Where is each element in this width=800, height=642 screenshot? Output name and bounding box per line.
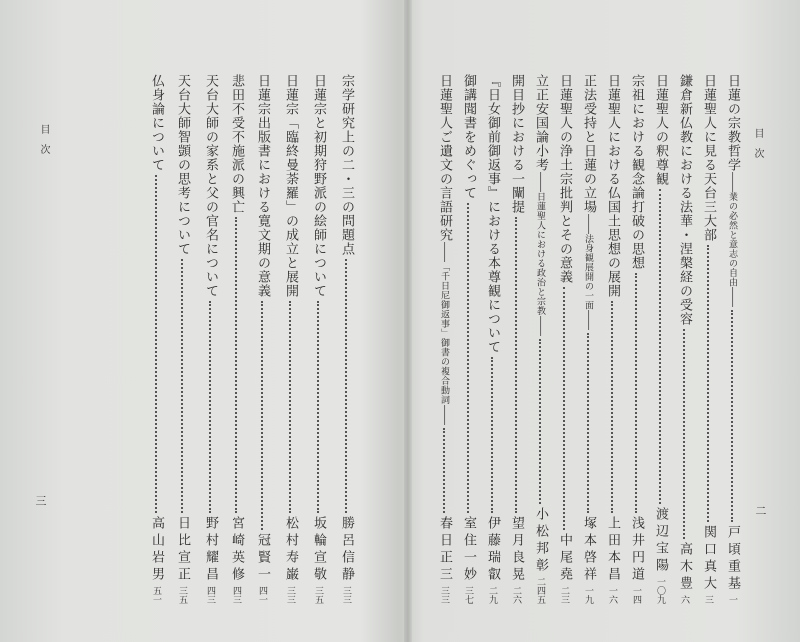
dot-leader	[317, 301, 319, 513]
dot-leader	[467, 203, 469, 513]
entry-author: 春日正三	[437, 516, 452, 584]
entry-title: 立正安国論小考	[533, 74, 548, 172]
entry-page: 三五	[177, 586, 187, 604]
toc-entry	[506, 74, 526, 604]
entry-page: 四一	[257, 586, 267, 604]
toc-entry	[252, 74, 272, 604]
entry-title: 日蓮聖人の浄土宗批判とその意義	[557, 74, 572, 284]
entry-page: 三三	[285, 586, 295, 604]
entry-title: 天台大師の家系と父の官名について	[203, 74, 218, 298]
entry-author: 中尾堯	[557, 533, 572, 584]
right-page	[412, 0, 800, 642]
entry-page: 二九	[487, 586, 497, 604]
toc-entry	[308, 74, 328, 604]
entry-author: 日比宣正	[175, 516, 190, 584]
entry-page: 二三	[559, 586, 569, 604]
entry-author: 野村耀昌	[203, 516, 218, 584]
entry-title: 宗祖における観念論打破の思想	[629, 74, 644, 270]
entry-title: 日蓮聖人の釈尊観	[653, 74, 668, 186]
toc-entry	[200, 74, 220, 604]
entry-author: 高木豊	[677, 542, 692, 593]
entry-title: 御講聞書をめぐって	[461, 74, 476, 200]
subtitle-dash: ――	[535, 172, 546, 192]
toc-entry	[226, 74, 246, 604]
entry-page: 三	[703, 595, 713, 604]
entry-title: 天台大師智顗の思考について	[175, 74, 190, 256]
toc-entry	[434, 74, 454, 604]
entry-page: 六	[679, 595, 689, 604]
entry-title: 仏身論について	[149, 74, 164, 172]
entry-author: 望月良晃	[509, 516, 524, 584]
entry-subtitle: 日蓮聖人における政治と宗教	[535, 192, 545, 316]
entry-subtitle: 法身観展開の一面	[583, 234, 593, 310]
toc-entry	[698, 74, 718, 604]
dot-leader	[443, 428, 445, 514]
entry-title: 正法受持と日蓮の立場	[581, 74, 596, 214]
dot-leader	[611, 301, 613, 513]
subtitle-dash: ――	[727, 172, 738, 192]
toc-entry	[602, 74, 622, 604]
subtitle-dash: ――	[583, 214, 594, 234]
left-running-head: 目次	[38, 124, 49, 164]
entry-page: 四三	[205, 586, 215, 604]
subtitle-dash: ――	[439, 404, 450, 425]
dot-leader	[563, 287, 565, 530]
dot-leader	[635, 273, 637, 513]
entry-author: 渡辺宝陽	[653, 507, 668, 575]
entry-author: 戸頃重基	[725, 525, 740, 593]
subtitle-dash: ――	[583, 310, 594, 330]
toc-entry	[336, 74, 356, 604]
entry-page: 四三	[231, 586, 241, 604]
toc-entry	[482, 74, 502, 604]
dot-leader	[181, 259, 183, 513]
toc-entry	[530, 74, 550, 604]
dot-leader	[209, 301, 211, 513]
entry-page: 一九	[583, 586, 593, 604]
toc-entry	[650, 74, 670, 604]
entry-page: 三三	[439, 586, 449, 604]
entry-author: 小松邦彰	[533, 507, 548, 575]
toc-entry	[554, 74, 574, 604]
dot-leader	[707, 245, 709, 522]
dot-leader	[155, 175, 157, 513]
right-running-head: 目次	[752, 128, 763, 168]
entry-page: 三三	[341, 586, 351, 604]
book-gutter	[404, 0, 412, 642]
entry-title: 日蓮聖人ご遺文の言語研究	[437, 74, 452, 242]
entry-author: 室住一妙	[461, 516, 476, 584]
entry-title: 日蓮宗出版書における寛文期の意義	[255, 74, 270, 298]
entry-page: 三七	[463, 586, 473, 604]
subtitle-dash: ――	[535, 315, 546, 336]
entry-title: 宗学研究上の二・三の問題点	[339, 74, 354, 256]
dot-leader	[491, 357, 493, 513]
entry-title: 日蓮宗「臨終曼荼羅」の成立と展開	[283, 74, 298, 298]
dot-leader	[683, 329, 685, 539]
entry-author: 伊藤瑞叡	[485, 516, 500, 584]
right-page-number: 二	[754, 505, 767, 516]
entry-author: 冠賢一	[255, 533, 270, 584]
toc-entry	[578, 74, 598, 604]
dot-leader	[587, 333, 589, 513]
entry-author: 高山岩男	[149, 516, 164, 584]
toc-entry	[674, 74, 694, 604]
dot-leader	[261, 301, 263, 530]
toc-entry	[722, 74, 742, 604]
entry-page: 一	[727, 595, 737, 604]
dot-leader	[539, 339, 541, 505]
toc-entry	[172, 74, 192, 604]
toc-entry	[146, 74, 166, 604]
entry-page: 五一	[151, 586, 161, 604]
toc-entry	[280, 74, 300, 604]
entry-title: 『日女御前御返事』における本尊観について	[485, 74, 500, 354]
entry-title: 日蓮宗と初期狩野派の絵師について	[311, 74, 326, 298]
dot-leader	[345, 259, 347, 513]
entry-title: 悲田不受不施派の興亡	[229, 74, 244, 214]
dot-leader	[289, 301, 291, 513]
entry-title: 日蓮聖人に見る天台三大部	[701, 74, 716, 242]
entry-author: 松村寿巌	[283, 516, 298, 584]
entry-subtitle: 業の必然と意志の自由	[727, 192, 737, 287]
dot-leader	[731, 310, 733, 522]
entry-page: 一〇九	[655, 577, 665, 604]
subtitle-dash: ――	[727, 287, 738, 307]
entry-author: 上田本昌	[605, 516, 620, 584]
entry-subtitle: 「千日尼御返事」御書の複合動詞	[439, 262, 449, 405]
entry-page: 二四五	[535, 577, 545, 604]
left-page-number: 三	[34, 495, 47, 506]
toc-entry	[458, 74, 478, 604]
dot-leader	[235, 217, 237, 513]
entry-author: 坂輪宣敬	[311, 516, 326, 584]
entry-author: 宮崎英修	[229, 516, 244, 584]
dot-leader	[515, 217, 517, 513]
entry-page: 一四	[631, 586, 641, 604]
entry-page: 二六	[511, 586, 521, 604]
entry-page: 一六	[607, 586, 617, 604]
entry-author: 塚本啓祥	[581, 516, 596, 584]
entry-author: 浅井円道	[629, 516, 644, 584]
entry-page: 三五	[313, 586, 323, 604]
entry-author: 関口真大	[701, 525, 716, 593]
entry-title: 鎌倉新仏教における法華・涅槃経の受容	[677, 74, 692, 326]
entry-author: 勝呂信静	[339, 516, 354, 584]
entry-title: 日蓮聖人における仏国土思想の展開	[605, 74, 620, 298]
toc-entry	[626, 74, 646, 604]
dot-leader	[659, 189, 661, 504]
entry-title: 日蓮の宗教哲学	[725, 74, 740, 172]
entry-title: 開目抄における一闡提	[509, 74, 524, 214]
subtitle-dash: ――	[439, 242, 450, 262]
